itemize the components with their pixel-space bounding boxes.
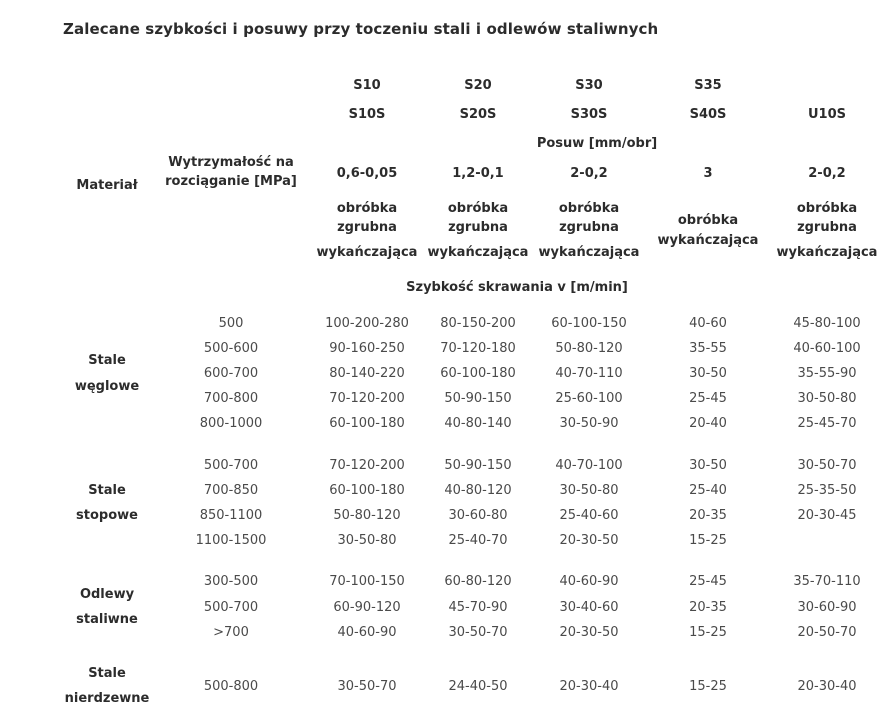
cell-s20: 60-100-180 xyxy=(440,366,516,381)
cell-u10s: 20-50-70 xyxy=(797,625,857,640)
group-name-carbon-line1: Stale xyxy=(88,353,126,368)
cell-s30: 25-40-60 xyxy=(559,508,619,523)
cell-s35: 30-50 xyxy=(689,366,727,381)
cell-strength: 700-850 xyxy=(203,483,259,498)
machining-1-line1: obróbka xyxy=(336,201,398,216)
cell-s30: 60-100-150 xyxy=(551,316,627,331)
machining-3-line2: zgrubna xyxy=(559,220,619,235)
cell-strength: 600-700 xyxy=(203,366,259,381)
feed-1: 0,6-0,05 xyxy=(336,166,398,181)
cell-u10s: 30-50-70 xyxy=(797,458,857,473)
feed-5: 2-0,2 xyxy=(808,166,846,181)
cell-strength: 300-500 xyxy=(203,574,259,589)
cell-s10: 70-100-150 xyxy=(329,574,405,589)
cell-s20: 45-70-90 xyxy=(448,600,508,615)
cell-s35: 20-35 xyxy=(689,600,727,615)
cell-s10: 80-140-220 xyxy=(329,366,405,381)
cell-s30: 30-50-90 xyxy=(559,416,619,431)
grade-top-3: S30 xyxy=(575,78,603,93)
cell-s10: 70-120-200 xyxy=(329,391,405,406)
cell-s10: 60-90-120 xyxy=(333,600,401,615)
cell-s10: 100-200-280 xyxy=(325,316,409,331)
machining-5-line1: obróbka xyxy=(796,201,858,216)
cell-s20: 30-60-80 xyxy=(448,508,508,523)
cell-strength: 700-800 xyxy=(203,391,259,406)
strength-header-line1: Wytrzymałość na xyxy=(168,155,294,170)
feed-label: Posuw [mm/obr] xyxy=(536,136,658,151)
machining-4-line1: obróbka xyxy=(677,213,739,228)
cell-s20: 50-90-150 xyxy=(444,458,512,473)
cell-u10s: 30-60-90 xyxy=(797,600,857,615)
cell-u10s: 40-60-100 xyxy=(793,341,861,356)
group-name-alloy-line2: stopowe xyxy=(76,508,138,523)
cell-s10: 40-60-90 xyxy=(337,625,397,640)
page-title: Zalecane szybkości i posuwy przy toczeniu stali i odlewów staliwnych xyxy=(63,20,659,38)
cell-s30: 20-30-50 xyxy=(559,625,619,640)
cell-s35: 15-25 xyxy=(689,533,727,548)
cell-u10s: 45-80-100 xyxy=(793,316,861,331)
cell-s30: 40-60-90 xyxy=(559,574,619,589)
cell-strength: 500-700 xyxy=(203,458,259,473)
cell-s10: 90-160-250 xyxy=(329,341,405,356)
cell-s35: 15-25 xyxy=(689,625,727,640)
machining-1-line2: zgrubna xyxy=(337,220,397,235)
machining-3-line1: obróbka xyxy=(558,201,620,216)
cell-s20: 25-40-70 xyxy=(448,533,508,548)
feed-3: 2-0,2 xyxy=(570,166,608,181)
cell-s20: 70-120-180 xyxy=(440,341,516,356)
cell-u10s: 35-55-90 xyxy=(797,366,857,381)
cell-u10s: 35-70-110 xyxy=(793,574,861,589)
cell-s30: 40-70-110 xyxy=(555,366,623,381)
cell-s35: 25-45 xyxy=(689,391,727,406)
machining-2-line3: wykańczająca xyxy=(427,245,529,260)
cell-u10s: 30-50-80 xyxy=(797,391,857,406)
cell-s35: 35-55 xyxy=(689,341,727,356)
machining-2-line2: zgrubna xyxy=(448,220,508,235)
cell-s10: 30-50-80 xyxy=(337,533,397,548)
cell-strength: 500-600 xyxy=(203,341,259,356)
cell-s35: 25-45 xyxy=(689,574,727,589)
cell-u10s: 20-30-45 xyxy=(797,508,857,523)
cell-s20: 60-80-120 xyxy=(444,574,512,589)
machining-2-line1: obróbka xyxy=(447,201,509,216)
cell-s10: 60-100-180 xyxy=(329,416,405,431)
cell-s20: 40-80-140 xyxy=(444,416,512,431)
cell-s35: 30-50 xyxy=(689,458,727,473)
cell-s10: 30-50-70 xyxy=(337,679,397,694)
cell-strength: 500 xyxy=(218,316,244,331)
cell-s20: 40-80-120 xyxy=(444,483,512,498)
cell-s30: 20-30-40 xyxy=(559,679,619,694)
cell-s30: 30-50-80 xyxy=(559,483,619,498)
cell-s20: 50-90-150 xyxy=(444,391,512,406)
grade-bottom-4: S40S xyxy=(689,107,727,122)
cell-s35: 25-40 xyxy=(689,483,727,498)
machining-5-line2: zgrubna xyxy=(797,220,857,235)
cell-s35: 40-60 xyxy=(689,316,727,331)
cell-strength: 1100-1500 xyxy=(195,533,267,548)
cell-s30: 20-30-50 xyxy=(559,533,619,548)
group-name-carbon-line2: węglowe xyxy=(74,379,140,394)
cell-s10: 60-100-180 xyxy=(329,483,405,498)
speed-label: Szybkość skrawania v [m/min] xyxy=(406,280,628,295)
cell-s10: 70-120-200 xyxy=(329,458,405,473)
cell-s20: 24-40-50 xyxy=(448,679,508,694)
cell-s35: 20-35 xyxy=(689,508,727,523)
cell-strength: >700 xyxy=(213,625,249,640)
machining-3-line3: wykańczająca xyxy=(538,245,640,260)
cell-s30: 50-80-120 xyxy=(555,341,623,356)
cell-s30: 40-70-100 xyxy=(555,458,623,473)
group-name-stainless-line2: nierdzewne xyxy=(64,691,150,706)
cell-s10: 50-80-120 xyxy=(333,508,401,523)
cell-strength: 850-1100 xyxy=(199,508,263,523)
cell-u10s: 20-30-40 xyxy=(797,679,857,694)
cell-s30: 25-60-100 xyxy=(555,391,623,406)
group-name-stainless-line1: Stale xyxy=(88,666,126,681)
grade-bottom-3: S30S xyxy=(570,107,608,122)
cell-s35: 20-40 xyxy=(689,416,727,431)
grade-bottom-1: S10S xyxy=(348,107,386,122)
machining-5-line3: wykańczająca xyxy=(776,245,878,260)
grade-bottom-2: S20S xyxy=(459,107,497,122)
cell-s20: 30-50-70 xyxy=(448,625,508,640)
grade-top-1: S10 xyxy=(353,78,381,93)
cell-strength: 800-1000 xyxy=(199,416,263,431)
grade-top-4: S35 xyxy=(694,78,722,93)
grade-bottom-5: U10S xyxy=(807,107,847,122)
grade-top-2: S20 xyxy=(464,78,492,93)
cell-u10s: 25-35-50 xyxy=(797,483,857,498)
cell-s35: 15-25 xyxy=(689,679,727,694)
feed-4: 3 xyxy=(703,166,713,181)
group-name-casting-line1: Odlewy xyxy=(79,587,135,602)
machining-4-line2: wykańczająca xyxy=(657,233,759,248)
cell-strength: 500-800 xyxy=(203,679,259,694)
cell-u10s: 25-45-70 xyxy=(797,416,857,431)
machining-1-line3: wykańczająca xyxy=(316,245,418,260)
feed-2: 1,2-0,1 xyxy=(452,166,504,181)
cell-s30: 30-40-60 xyxy=(559,600,619,615)
cell-strength: 500-700 xyxy=(203,600,259,615)
material-header: Materiał xyxy=(76,178,138,193)
group-name-alloy-line1: Stale xyxy=(88,483,126,498)
group-name-casting-line2: staliwne xyxy=(76,612,138,627)
strength-header-line2: rozciąganie [MPa] xyxy=(165,174,297,189)
cell-s20: 80-150-200 xyxy=(440,316,516,331)
